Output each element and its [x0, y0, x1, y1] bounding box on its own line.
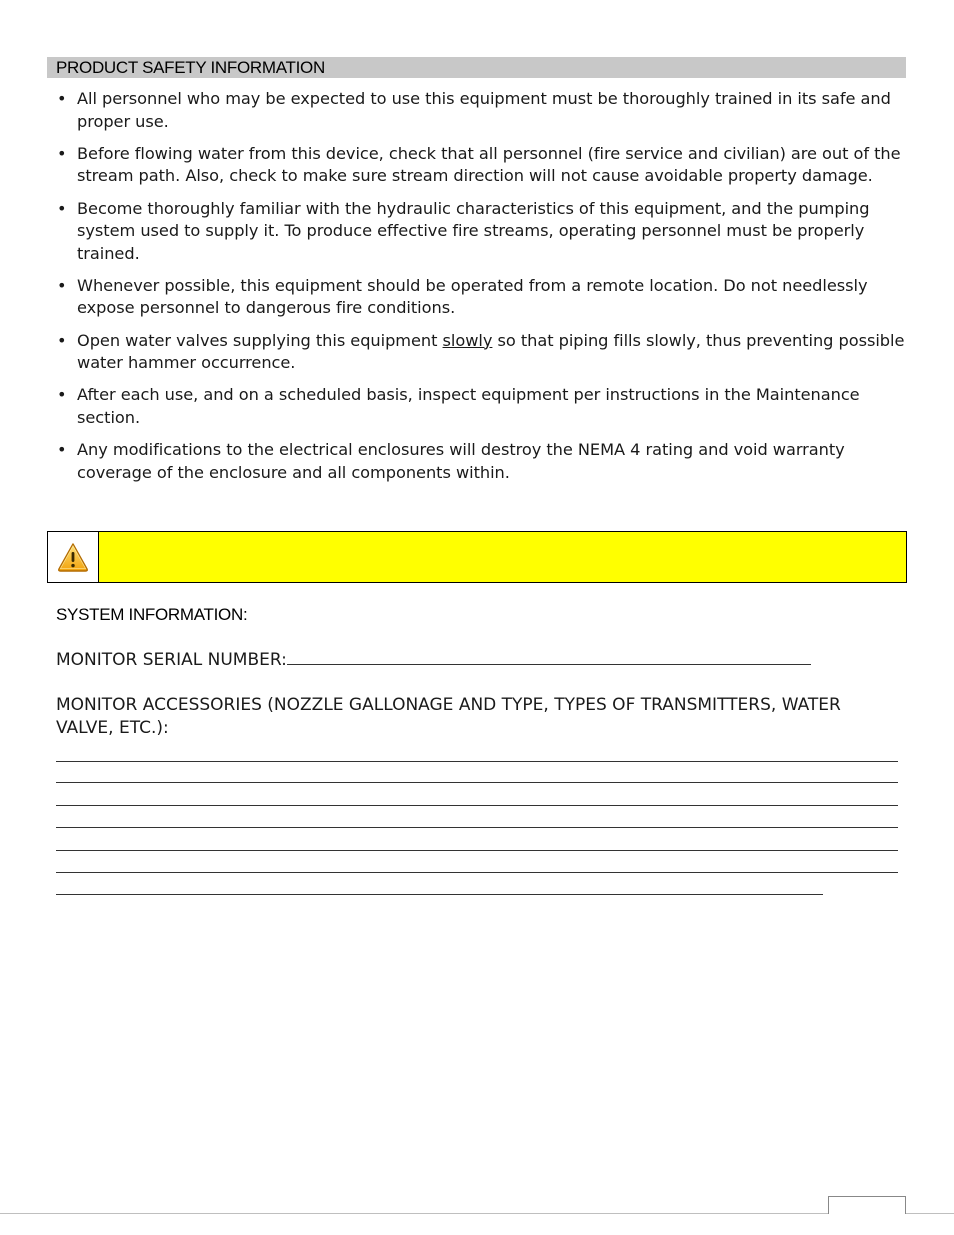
- list-item: • After each use, and on a scheduled basis, inspect equipment per instructions in the Maintenance section.: [57, 385, 860, 427]
- accessories-blank-line[interactable]: [56, 872, 898, 873]
- section-title: PRODUCT SAFETY INFORMATION: [47, 57, 906, 78]
- bullet-marker: •: [57, 275, 67, 295]
- bullet-marker: •: [57, 143, 67, 163]
- footer-rule-left: [0, 1213, 828, 1214]
- accessories-blank-line[interactable]: [56, 761, 898, 762]
- serial-number-field[interactable]: [287, 651, 811, 665]
- emphasis-underlined: slowly: [442, 330, 493, 350]
- bullet-marker: •: [57, 330, 67, 350]
- accessories-blank-line[interactable]: [56, 894, 823, 895]
- bullet-marker: •: [57, 385, 67, 405]
- page-number-box: [828, 1196, 906, 1214]
- list-item: • Open water valves supplying this equipment slowly so that piping fills slowly, thus preventing possible water hammer occurrence.: [57, 330, 905, 373]
- footer-rule-right: [906, 1213, 954, 1214]
- system-info-heading: SYSTEM INFORMATION:: [56, 605, 248, 624]
- list-item: • Any modifications to the electrical enclosures will destroy the NEMA 4 rating and void warranty coverage of the enclosure and all components within.: [57, 440, 845, 482]
- bullet-marker: •: [57, 198, 67, 218]
- serial-number-label: MONITOR SERIAL NUMBER:: [56, 650, 287, 670]
- accessories-blank-line[interactable]: [56, 827, 898, 828]
- list-item: • Before flowing water from this device, check that all personnel (fire service and civilian) are out of the stream path. Also, check to make sure stream direction will not cause avoidable property damage.: [57, 143, 901, 186]
- list-item: • Become thoroughly familiar with the hydraulic characteristics of this equipment, and the pumping system used to supply it. To produce effective fire streams, operating personnel must be properly trained.: [57, 198, 870, 263]
- accessories-label: MONITOR ACCESSORIES (NOZZLE GALLONAGE AND TYPE, TYPES OF TRANSMITTERS, WATER VALVE, ETC.):: [56, 695, 841, 738]
- accessories-blank-line[interactable]: [56, 805, 898, 806]
- accessories-blank-line[interactable]: [56, 850, 898, 851]
- list-item: • All personnel who may be expected to use this equipment must be thoroughly trained in its safe and proper use.: [57, 89, 891, 131]
- serial-number-row: [56, 649, 811, 672]
- bullet-marker: •: [57, 440, 67, 460]
- bullet-marker: •: [57, 89, 67, 108]
- list-item: • Whenever possible, this equipment should be operated from a remote location. Do not needlessly expose personnel to dangerous fire conditions.: [57, 275, 868, 318]
- safety-bullet-list: [56, 88, 906, 494]
- warning-banner: [47, 531, 907, 583]
- warning-icon-cell: [48, 532, 99, 582]
- accessories-blank-line[interactable]: [56, 782, 898, 783]
- warning-triangle-icon: [57, 542, 89, 572]
